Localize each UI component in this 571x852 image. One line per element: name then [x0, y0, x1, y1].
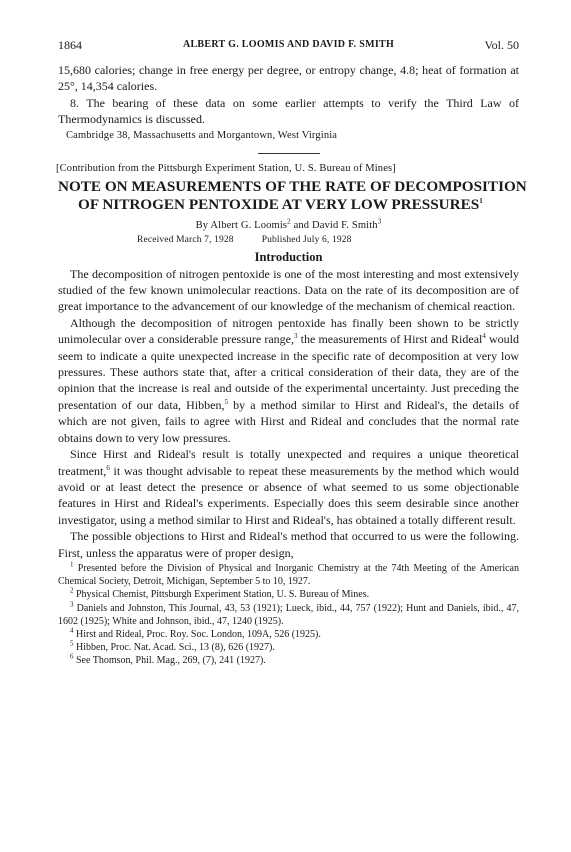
received-date: Received March 7, 1928	[137, 234, 234, 245]
footnote-ref: 3	[377, 217, 382, 226]
footnotes	[58, 562, 519, 668]
page-number: 1864	[58, 38, 82, 52]
article-title	[58, 177, 527, 214]
article-title-line-1: NOTE ON MEASUREMENTS OF THE RATE OF DECOMPOSITION	[58, 177, 527, 195]
paragraph: The decomposition of nitrogen pentoxide is one of the most interesting and most extensively studied of the few known unimolecular reactions. Data on the rate of its decomposition are of great importance to the advancement of our knowledge of the mechanism of chemical reaction.	[58, 266, 519, 314]
footnote-ref: 5	[224, 397, 229, 406]
running-header	[58, 36, 519, 54]
journal-page	[56, 36, 527, 668]
footnote-ref: 3	[294, 332, 298, 341]
footnote-ref: 2	[287, 217, 291, 226]
summary-item-7: 15,680 calories; change in free energy per degree, or entropy change, 4.8; heat of formation at 25°, 14,354 calories.	[58, 63, 519, 94]
footnote: $^3$ Daniels and Johnston, This Journal, 43, 53 (1921); Lueck, ibid., 44, 757 (1922); Hunt and Daniels, ibid., 47, 1602 (1925); White and Johnson, ibid., 47, 1240 (1925).	[58, 600, 520, 627]
footnote: $^5$ Hibben, Proc. Nat. Acad. Sci., 13 (8), 626 (1927).	[70, 639, 275, 654]
contribution-line: [Contribution from the Pittsburgh Experiment Station, U. S. Bureau of Mines]	[56, 162, 396, 174]
summary-item-8: 8. The bearing of these data on some earlier attempts to verify the Third Law of Thermodynamics is discussed.	[58, 95, 519, 127]
footnote: $^1$ Presented before the Division of Physical and Inorganic Chemistry at the 74th Meeting of the American Chemical Society, Detroit, Michigan, September 5 to 10, 1927.	[58, 560, 519, 588]
article-dates	[58, 234, 519, 247]
article-body	[58, 266, 519, 561]
previous-article-conclusion	[58, 62, 519, 128]
paragraph: Since Hirst and Rideal's result is totally unexpected and requires a unique theoretical treatment,$^6$ it was thought advisable to repeat these measurements by the method which would avoid or at least detect the presence or absence of what seemed to us some objectionable features in Hirst and Rideal's experiments. Especially does this seem desirable since another investigator, using a method similar to Hirst and Rideal's, has obtained a totally different result.	[58, 447, 519, 527]
footnote: $^6$ See Thomson, Phil. Mag., 269, (7), 241 (1927).	[70, 653, 266, 667]
paragraph: The possible objections to Hirst and Rideal's method that occurred to us were the following. First, unless the apparatus were of proper design,	[58, 529, 519, 560]
volume-number: Vol. 50	[484, 38, 519, 52]
running-head-authors: ALBERT G. LOOMIS AND DAVID F. SMITH	[182, 39, 395, 50]
published-date: Published July 6, 1928	[261, 234, 352, 245]
author-location: Cambridge 38, Massachusetts and Morgantown, West Virginia	[66, 129, 338, 141]
article-divider	[258, 153, 320, 154]
article-title-line-2: OF NITROGEN PENTOXIDE AT VERY LOW PRESSURES$^1$	[78, 195, 483, 213]
paragraph: Although the decomposition of nitrogen pentoxide has finally been shown to be strictly unimolecular over a considerable pressure range,$^3$ the measurements of Hirst and Rideal$^4$ would seem to indicate a quite unexpected increase in the specific rate of decomposition at very low pressures. These authors state that, after a critical consideration of their data, they are of the opinion that the increase is real and outside of the experimental uncertainty. Just preceding the presentation of our data, Hibben,$^5$ by a method similar to Hirst and Rideal's, the details of which are not given, fails to agree with Hirst and Rideal and concludes that the normal rate obtains down to very low pressures.	[58, 315, 520, 445]
footnote: $^2$ Physical Chemist, Pittsburgh Experiment Station, U. S. Bureau of Mines.	[70, 587, 370, 601]
footnote-ref: 6	[106, 463, 110, 472]
section-heading: Introduction	[254, 249, 323, 264]
footnote: $^4$ Hirst and Rideal, Proc. Roy. Soc. London, 109A, 526 (1925).	[70, 626, 321, 640]
footnote-ref: 4	[482, 332, 486, 341]
footnote-ref: 1	[479, 196, 483, 205]
byline: By Albert G. Loomis$^2$ and David F. Smith$^3$	[195, 217, 382, 231]
